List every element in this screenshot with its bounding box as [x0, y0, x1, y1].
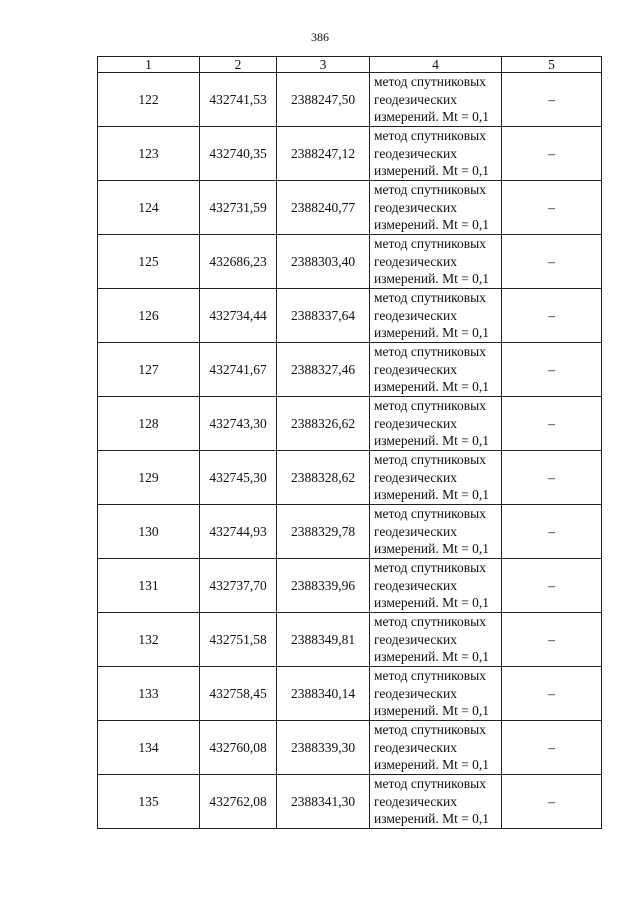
coordinate-y: 2388339,30 — [277, 721, 370, 775]
coordinate-x: 432731,59 — [200, 181, 277, 235]
method-line: метод спутниковых — [374, 236, 486, 252]
method-line: метод спутниковых — [374, 290, 486, 306]
method-line: метод спутниковых — [374, 452, 486, 468]
coordinate-x: 432758,45 — [200, 667, 277, 721]
method-line: геодезических — [374, 361, 457, 377]
method-line: измерений. Mt = 0,1 — [374, 811, 490, 827]
point-number: 126 — [98, 289, 200, 343]
method-line: геодезических — [374, 415, 457, 431]
table-row — [98, 289, 602, 343]
table-row — [98, 451, 602, 505]
method-line: измерений. Mt = 0,1 — [374, 325, 490, 341]
table-row — [98, 397, 602, 451]
table-header-row — [98, 57, 602, 73]
note-cell: – — [502, 181, 602, 235]
method-cell — [370, 559, 502, 613]
table-row — [98, 127, 602, 181]
point-number: 128 — [98, 397, 200, 451]
table-body — [98, 73, 602, 829]
method-line: измерений. Mt = 0,1 — [374, 649, 490, 665]
method-line: метод спутниковых — [374, 344, 486, 360]
method-cell — [370, 73, 502, 127]
point-number: 132 — [98, 613, 200, 667]
method-cell — [370, 451, 502, 505]
coordinates-table — [97, 56, 602, 829]
coordinate-x: 432743,30 — [200, 397, 277, 451]
method-line: геодезических — [374, 253, 457, 269]
note-cell: – — [502, 343, 602, 397]
point-number: 129 — [98, 451, 200, 505]
method-line: измерений. Mt = 0,1 — [374, 703, 490, 719]
table-row — [98, 343, 602, 397]
method-cell — [370, 775, 502, 829]
coordinate-y: 2388247,12 — [277, 127, 370, 181]
method-line: измерений. Mt = 0,1 — [374, 379, 490, 395]
method-line: измерений. Mt = 0,1 — [374, 271, 490, 287]
method-line: метод спутниковых — [374, 668, 486, 684]
note-cell: – — [502, 613, 602, 667]
coordinate-y: 2388328,62 — [277, 451, 370, 505]
method-line: геодезических — [374, 469, 457, 485]
point-number: 135 — [98, 775, 200, 829]
method-line: измерений. Mt = 0,1 — [374, 757, 490, 773]
note-cell: – — [502, 505, 602, 559]
table-row — [98, 721, 602, 775]
note-cell: – — [502, 667, 602, 721]
point-number: 131 — [98, 559, 200, 613]
coordinate-x: 432745,30 — [200, 451, 277, 505]
coordinate-y: 2388340,14 — [277, 667, 370, 721]
coordinate-x: 432734,44 — [200, 289, 277, 343]
note-cell: – — [502, 397, 602, 451]
method-line: измерений. Mt = 0,1 — [374, 541, 490, 557]
method-cell — [370, 127, 502, 181]
method-cell — [370, 181, 502, 235]
coordinate-y: 2388240,77 — [277, 181, 370, 235]
method-cell — [370, 721, 502, 775]
method-line: геодезических — [374, 145, 457, 161]
method-cell — [370, 613, 502, 667]
column-header-x: 2 — [200, 57, 277, 73]
coordinate-y: 2388339,96 — [277, 559, 370, 613]
method-line: геодезических — [374, 523, 457, 539]
point-number: 133 — [98, 667, 200, 721]
table-row — [98, 505, 602, 559]
coordinate-x: 432737,70 — [200, 559, 277, 613]
coordinate-y: 2388327,46 — [277, 343, 370, 397]
column-header-method: 4 — [370, 57, 502, 73]
coordinate-x: 432741,53 — [200, 73, 277, 127]
column-header-number: 1 — [98, 57, 200, 73]
method-line: геодезических — [374, 793, 457, 809]
method-line: геодезических — [374, 685, 457, 701]
coordinate-y: 2388337,64 — [277, 289, 370, 343]
method-line: метод спутниковых — [374, 182, 486, 198]
column-header-y: 3 — [277, 57, 370, 73]
table-row — [98, 73, 602, 127]
coordinate-x: 432740,35 — [200, 127, 277, 181]
table-row — [98, 235, 602, 289]
note-cell: – — [502, 73, 602, 127]
note-cell: – — [502, 127, 602, 181]
point-number: 127 — [98, 343, 200, 397]
method-line: измерений. Mt = 0,1 — [374, 163, 490, 179]
point-number: 122 — [98, 73, 200, 127]
coordinate-y: 2388326,62 — [277, 397, 370, 451]
method-line: измерений. Mt = 0,1 — [374, 433, 490, 449]
method-cell — [370, 235, 502, 289]
table-row — [98, 181, 602, 235]
note-cell: – — [502, 559, 602, 613]
point-number: 134 — [98, 721, 200, 775]
method-cell — [370, 289, 502, 343]
table-row — [98, 559, 602, 613]
table-row — [98, 667, 602, 721]
note-cell: – — [502, 289, 602, 343]
point-number: 125 — [98, 235, 200, 289]
table-row — [98, 613, 602, 667]
method-line: измерений. Mt = 0,1 — [374, 487, 490, 503]
coordinate-y: 2388349,81 — [277, 613, 370, 667]
point-number: 123 — [98, 127, 200, 181]
method-line: геодезических — [374, 307, 457, 323]
coordinate-y: 2388329,78 — [277, 505, 370, 559]
method-line: измерений. Mt = 0,1 — [374, 109, 490, 125]
method-line: геодезических — [374, 91, 457, 107]
method-line: геодезических — [374, 631, 457, 647]
coordinate-x: 432760,08 — [200, 721, 277, 775]
method-line: геодезических — [374, 577, 457, 593]
method-line: метод спутниковых — [374, 128, 486, 144]
page-number: 386 — [311, 30, 329, 44]
method-line: геодезических — [374, 199, 457, 215]
method-line: геодезических — [374, 739, 457, 755]
method-line: метод спутниковых — [374, 74, 486, 90]
method-line: измерений. Mt = 0,1 — [374, 217, 490, 233]
method-line: метод спутниковых — [374, 398, 486, 414]
coordinate-y: 2388303,40 — [277, 235, 370, 289]
column-header-note: 5 — [502, 57, 602, 73]
method-line: измерений. Mt = 0,1 — [374, 595, 490, 611]
method-line: метод спутниковых — [374, 722, 486, 738]
method-line: метод спутниковых — [374, 776, 486, 792]
method-cell — [370, 343, 502, 397]
method-line: метод спутниковых — [374, 506, 486, 522]
coordinate-x: 432686,23 — [200, 235, 277, 289]
note-cell: – — [502, 721, 602, 775]
method-cell — [370, 505, 502, 559]
method-line: метод спутниковых — [374, 560, 486, 576]
coordinate-x: 432744,93 — [200, 505, 277, 559]
note-cell: – — [502, 235, 602, 289]
coordinate-x: 432741,67 — [200, 343, 277, 397]
table-row — [98, 775, 602, 829]
coordinate-x: 432762,08 — [200, 775, 277, 829]
note-cell: – — [502, 451, 602, 505]
note-cell: – — [502, 775, 602, 829]
method-cell — [370, 397, 502, 451]
coordinate-y: 2388341,30 — [277, 775, 370, 829]
coordinate-y: 2388247,50 — [277, 73, 370, 127]
coordinate-x: 432751,58 — [200, 613, 277, 667]
point-number: 130 — [98, 505, 200, 559]
method-line: метод спутниковых — [374, 614, 486, 630]
point-number: 124 — [98, 181, 200, 235]
method-cell — [370, 667, 502, 721]
